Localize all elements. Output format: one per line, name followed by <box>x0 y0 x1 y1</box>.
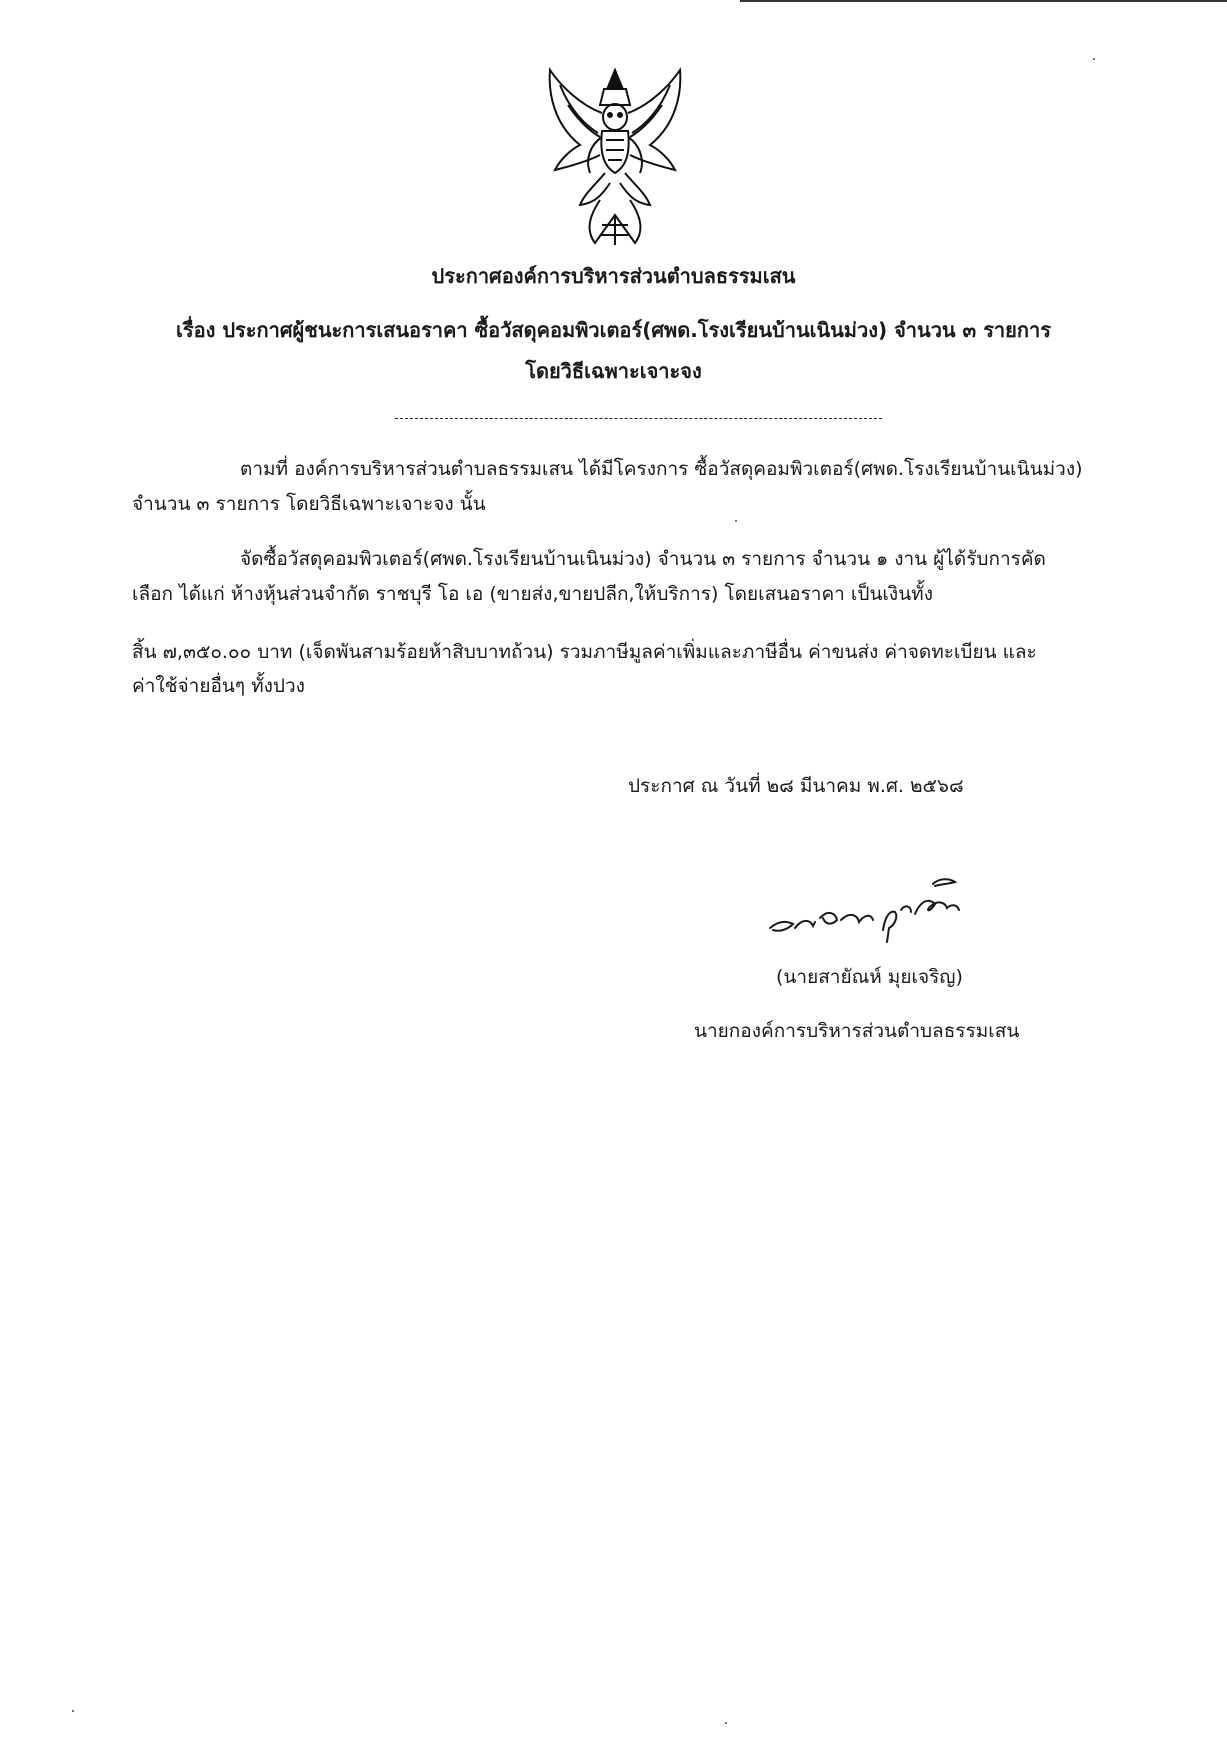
scan-speck <box>72 1710 74 1712</box>
procurement-method: โดยวิธีเฉพาะเจาะจง <box>525 359 702 383</box>
scan-edge-line <box>740 0 1227 6</box>
announcement-subject: เรื่อง ประกาศผู้ชนะการเสนอราคา ซื้อวัสดุคอมพิวเตอร์(ศพด.โรงเรียนบ้านเนินม่วง) จำนวน ๓ รายการ <box>176 318 1051 342</box>
announcement-date: ประกาศ ณ วันที่ ๒๘ มีนาคม พ.ศ. ๒๕๖๘ <box>628 775 964 797</box>
scan-speck <box>725 1722 727 1724</box>
paragraph-2-line-4: ค่าใช้จ่ายอื่นๆ ทั้งปวง <box>132 675 305 697</box>
paragraph-1-line-1: ตามที่ องค์การบริหารส่วนตำบลธรรมเสน ได้มีโครงการ ซื้อวัสดุคอมพิวเตอร์(ศพด.โรงเรียนบ้านเนินม่วง) <box>240 458 1083 480</box>
garuda-emblem-icon <box>540 65 690 250</box>
header-divider <box>395 418 882 419</box>
scan-speck <box>1093 58 1095 60</box>
signer-position: นายกองค์การบริหารส่วนตำบลธรรมเสน <box>694 1020 1020 1042</box>
handwritten-signature-icon <box>765 870 965 950</box>
scan-speck <box>735 520 737 522</box>
paragraph-2-line-3: สิ้น ๗,๓๕๐.๐๐ บาท (เจ็ดพันสามร้อยห้าสิบบาทถ้วน) รวมภาษีมูลค่าเพิ่มและภาษีอื่น ค่าขนส่ง ค่าจดทะเบียน และ <box>132 641 1037 663</box>
announcement-issuer: ประกาศองค์การบริหารส่วนตำบลธรรมเสน <box>431 264 796 288</box>
paragraph-2-line-2: เลือก ได้แก่ ห้างหุ้นส่วนจำกัด ราชบุรี โอ เอ (ขายส่ง,ขายปลีก,ให้บริการ) โดยเสนอราคา เป็นเงินทั้ง <box>132 583 933 605</box>
paragraph-2-line-1: จัดซื้อวัสดุคอมพิวเตอร์(ศพด.โรงเรียนบ้านเนินม่วง) จำนวน ๓ รายการ จำนวน ๑ งาน ผู้ได้รับการคัด <box>240 548 1046 570</box>
paragraph-1-line-2: จำนวน ๓ รายการ โดยวิธีเฉพาะเจาะจง นั้น <box>132 493 486 515</box>
signer-name: (นายสายัณห์ มุยเจริญ) <box>776 966 963 988</box>
